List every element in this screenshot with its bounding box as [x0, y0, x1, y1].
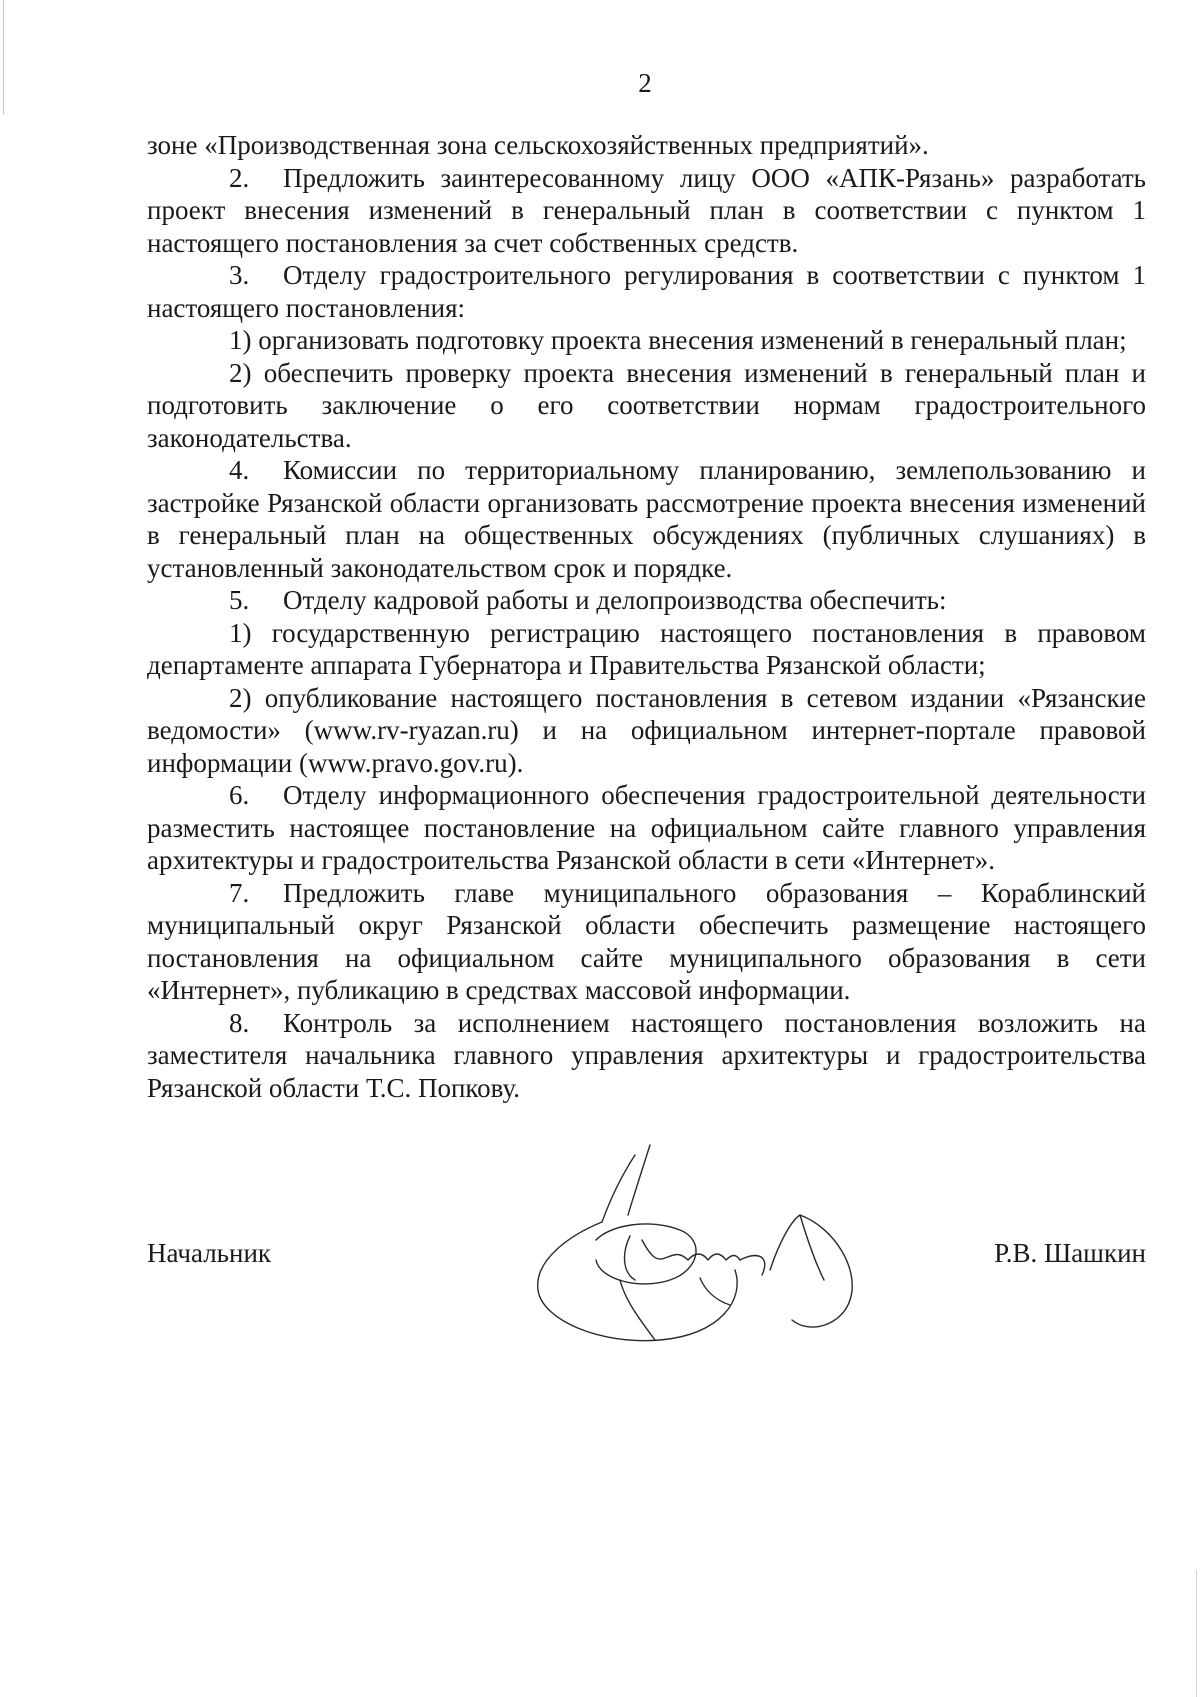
item-2	[147, 162, 1146, 260]
page-number: 2	[638, 68, 652, 98]
item-text: Комиссии по территориальному планированию, землепользованию и застройке Рязанской области организовать рассмотрение проекта внесения изменений в генеральный план на общественных обсуждениях (публичных слушаниях) в установленный законодательством срок и порядке.	[147, 455, 1146, 583]
item-text: Предложить главе муниципального образования – Кораблинский муниципальный округ Рязанской области обеспечить размещение настоящего постановления на официальном сайте муниципального образования в сети «Интернет», публикацию в средствах массовой информации.	[147, 877, 1146, 1005]
item-number: 3.	[229, 260, 250, 290]
item-number: 8.	[229, 1007, 250, 1038]
item-6	[147, 779, 1146, 877]
item-8	[147, 1007, 1146, 1105]
item-number: 6.	[229, 780, 250, 810]
signer-name: Р.В. Шашкин	[994, 1238, 1146, 1268]
scan-edge-right	[1196, 1570, 1197, 1697]
item-number: 5.	[229, 585, 250, 615]
paragraph-continuation: зоне «Производственная зона сельскохозяйственных предприятий».	[147, 130, 929, 160]
signer-position: Начальник	[147, 1238, 272, 1268]
item-text: Контроль за исполнением настоящего постановления возложить на заместителя начальника главного управления архитектуры и градостроительства Рязанской области Т.С. Попкову.	[147, 1007, 1146, 1103]
item-text: Предложить заинтересованному лицу ООО «АПК-Рязань» разработать проект внесения изменений в генеральный план в соответствии с пунктом 1 настоящего постановления за счет собственных средств.	[147, 162, 1146, 258]
subitem-5-1: 1) государственную регистрацию настоящего постановления в правовом департаменте аппарата Губернатора и Правительства Рязанской области;	[147, 617, 1146, 680]
item-7	[147, 877, 1146, 1007]
subitem-3-2: 2) обеспечить проверку проекта внесения изменений в генеральный план и подготовить заключение о его соответствии нормам градостроительного законодательства.	[147, 357, 1146, 453]
item-number: 2.	[229, 162, 250, 193]
item-text: Отделу информационного обеспечения градостроительной деятельности разместить настоящее постановление на официальном сайте главного управления архитектуры и градостроительства Рязанской области в сети «Интернет».	[147, 780, 1146, 875]
item-number: 7.	[229, 877, 250, 908]
signature-block	[147, 1238, 1146, 1278]
document-body	[147, 129, 1146, 1104]
item-text: Отделу градостроительного регулирования в соответствии с пунктом 1 настоящего постановления:	[147, 260, 1146, 323]
subitem-3-1: 1) организовать подготовку проекта внесения изменений в генеральный план;	[229, 325, 1127, 355]
item-3	[147, 259, 1146, 324]
item-text: Отделу кадровой работы и делопроизводства обеспечить:	[283, 585, 947, 615]
item-number: 4.	[229, 455, 250, 485]
item-5	[147, 584, 1146, 617]
subitem-5-2: 2) опубликование настоящего постановления в сетевом издании «Рязанские ведомости» (www.rv-ryazan.ru) и на официальном интернет-портале правовой информации (www.pravo.gov.ru).	[147, 682, 1146, 778]
item-4	[147, 454, 1146, 584]
